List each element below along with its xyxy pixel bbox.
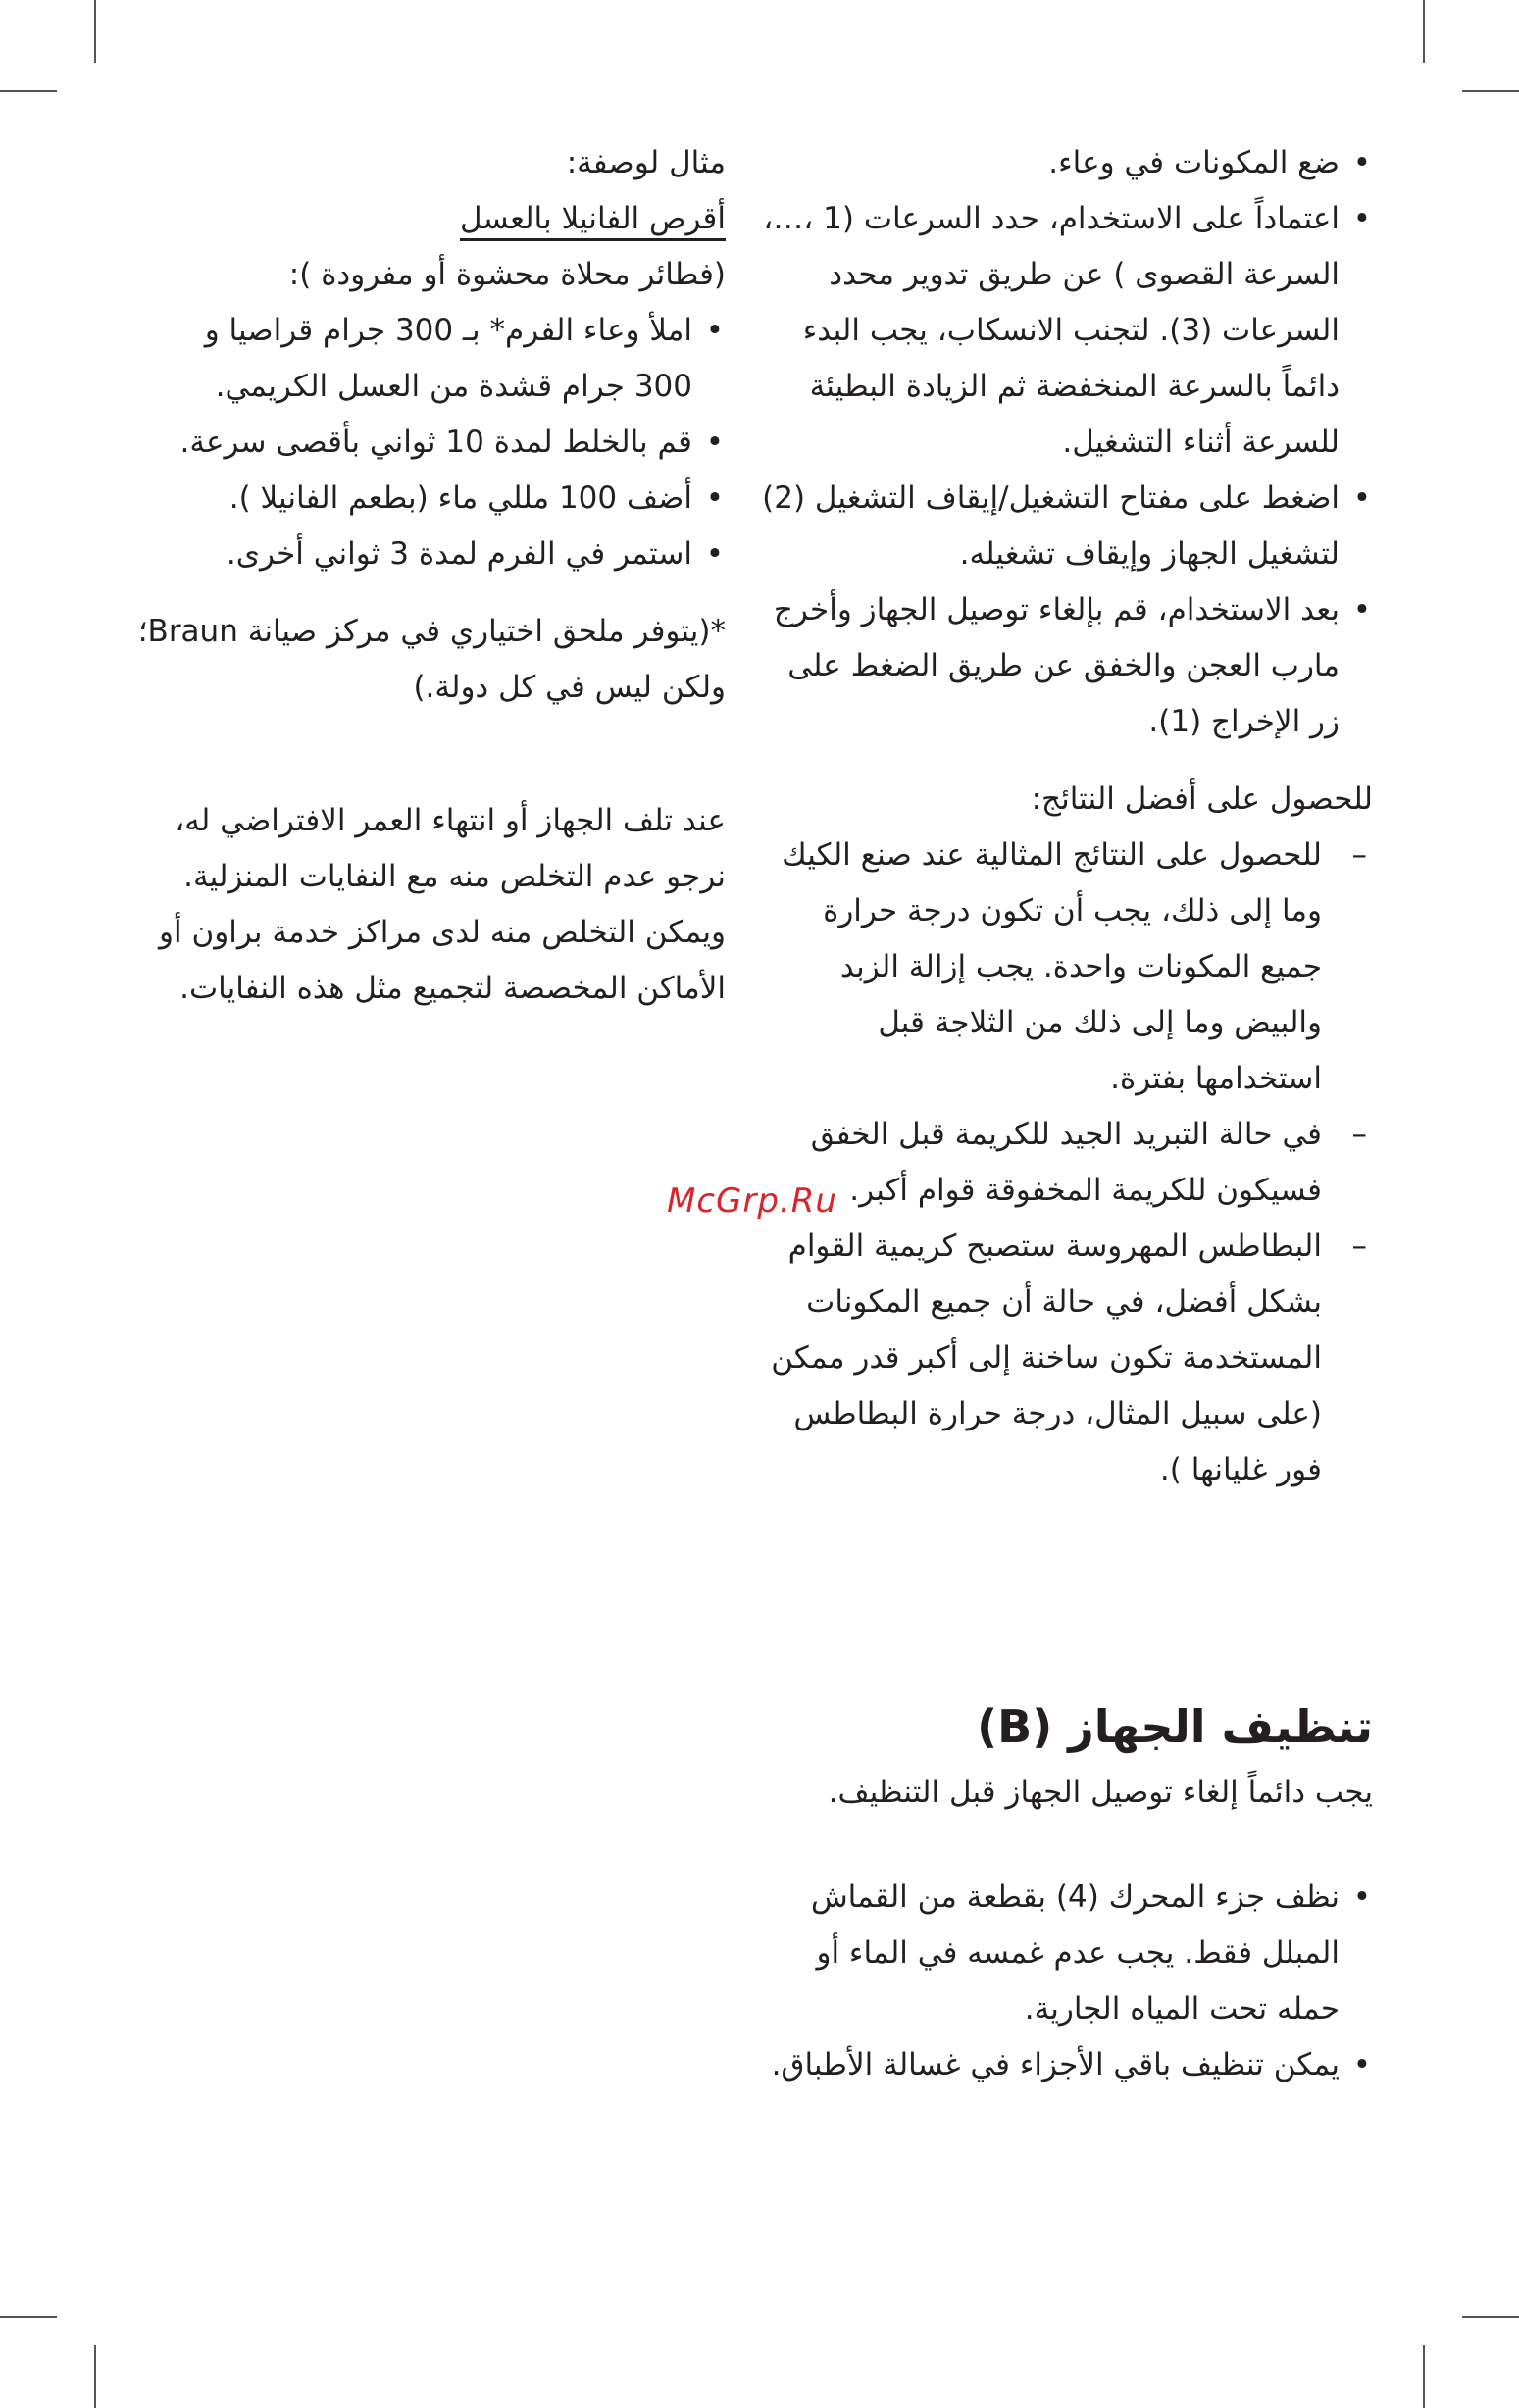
recipe-subtitle: (فطائر محلاة محشوة أو مفرودة ): (288, 257, 726, 292)
list-item: – للحصول على النتائج المثالية عند صنع الكيك وما إلى ذلك، يجب أن تكون درجة حرارة جميع المكونات واحدة. يجب إزالة الزبد والبيض وما إلى ذلك من الثلاجة قبل استخدامها بفترة. (760, 828, 1373, 1107)
list-item: • أضف 100 مللي ماء (بطعم الفانيلا ). (137, 471, 726, 527)
list-item: – في حالة التبريد الجيد للكريمة قبل الخفق فسيكون للكريمة المخفوقة قوام أكبر. (760, 1107, 1373, 1219)
crop-mark (1462, 90, 1519, 92)
crop-mark (1462, 2316, 1519, 2318)
cleaning-section (760, 1692, 1373, 2093)
list-item: • اضغط على مفتاح التشغيل/إيقاف التشغيل (2) لتشغيل الجهاز وإيقاف تشغيله. (760, 471, 1373, 582)
cleaning-steps (760, 1870, 1373, 2093)
tips-list (760, 828, 1373, 1498)
cleaning-intro: يجب دائماً إلغاء توصيل الجهاز قبل التنظيف. (828, 1775, 1373, 1810)
list-item: • يمكن تنظيف باقي الأجزاء في غسالة الأطباق. (760, 2037, 1373, 2093)
list-item: • ضع المكونات في وعاء. (760, 135, 1373, 191)
disposal-note: عند تلف الجهاز أو انتهاء العمر الافتراضي له، نرجو عدم التخلص منه مع النفايات المنزلية. ويمكن التخلص منه لدى مراكز خدمة براون أو الأماكن المخصصة لتجميع مثل هذه النفايات. (159, 803, 726, 1006)
crop-mark (0, 2316, 57, 2318)
list-item: • استمر في الفرم لمدة 3 ثواني أخرى. (137, 527, 726, 582)
list-item: • قم بالخلط لمدة 10 ثواني بأقصى سرعة. (137, 415, 726, 471)
list-item: • اعتماداً على الاستخدام، حدد السرعات (1 ،…، السرعة القصوى ) عن طريق تدوير محدد السرعات (3). لتجنب الانسكاب، يجب البدء دائماً بالسرعة المنخفضة ثم الزيادة البطيئة للسرعة أثناء التشغيل. (760, 191, 1373, 471)
crop-mark (94, 2345, 96, 2408)
recipe-title: أقرص الفانيلا بالعسل (460, 201, 726, 236)
list-item: • املأ وعاء الفرم* بـ 300 جرام قراصيا و 300 جرام قشدة من العسل الكريمي. (137, 303, 726, 415)
footnote: *(يتوفر ملحق اختياري في مركز صيانة Braun؛ ولكن ليس في كل دولة.) (137, 614, 726, 705)
crop-mark (0, 90, 57, 92)
list-item: • بعد الاستخدام، قم بإلغاء توصيل الجهاز وأخرج مارب العجن والخفق عن طريق الضغط على زر الإخراج (1). (760, 582, 1373, 750)
tips-heading: للحصول على أفضل النتائج: (1031, 781, 1373, 817)
section-heading: تنظيف الجهاز (B) (977, 1700, 1373, 1753)
recipe-label: مثال لوصفة: (566, 145, 726, 180)
list-item: – البطاطس المهروسة ستصبح كريمية القوام بشكل أفضل، في حالة أن جميع المكونات المستخدمة تكون ساخنة إلى أكبر قدر ممكن (على سبيل المثال، درجة حرارة البطاطس فور غليانها ). (760, 1219, 1373, 1498)
crop-mark (1423, 2345, 1425, 2408)
left-column (137, 135, 726, 1017)
crop-mark (1423, 0, 1425, 63)
list-item: • نظف جزء المحرك (4) بقطعة من القماش المبلل فقط. يجب عدم غمسه في الماء أو حمله تحت المياه الجارية. (760, 1870, 1373, 2037)
right-column (760, 135, 1373, 1498)
usage-steps (760, 135, 1373, 750)
crop-mark (94, 0, 96, 63)
recipe-steps (137, 303, 726, 582)
watermark: McGrp.Ru (667, 1181, 837, 1221)
